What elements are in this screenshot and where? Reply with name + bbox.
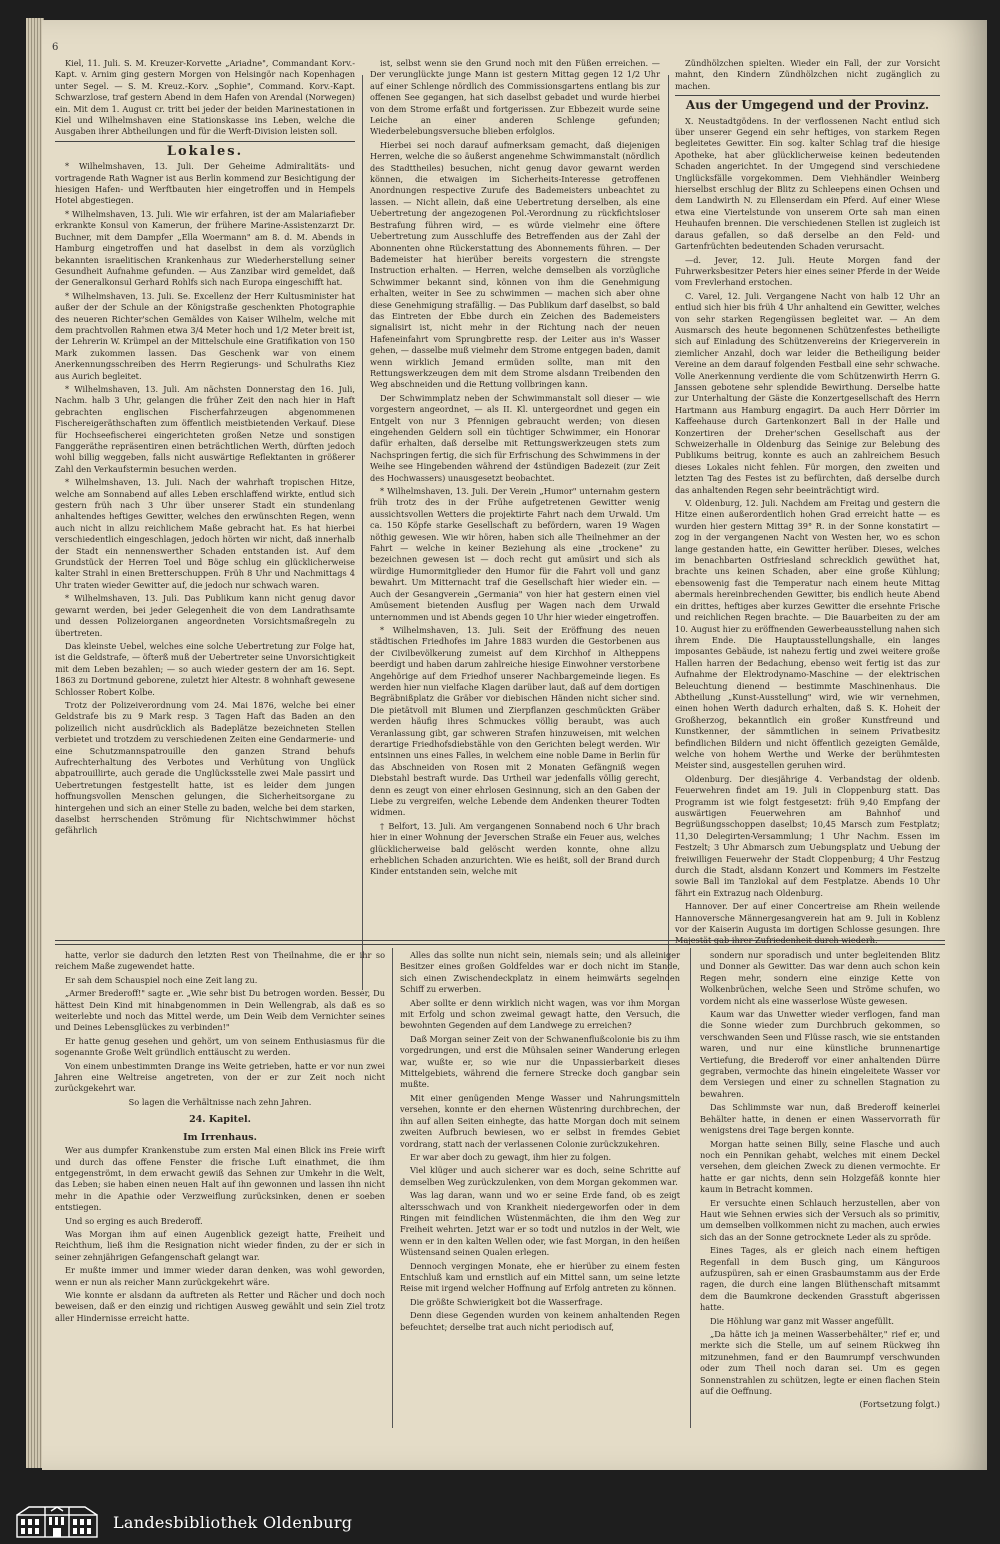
lokales-heading: Lokales.: [166, 143, 244, 159]
story-paragraph: Wer aus dumpfer Krankenstube zum ersten Mal einen Blick ins Freie wirft und durch das offene Fenster die frische Luft einathmet, die ihm entgegenströmt, in dem erwacht gewiß das Sehnen zur Umkehr in die Welt, das Leben; sie haben einen neuen Halt auf ihn gewonnen und lassen ihn nicht mehr in die Apathie oder Verzweiflung zurücksinken, denen er soeben entstiegen.: [55, 1145, 385, 1213]
article: * Wilhelmshaven, 13. Juli. Am nächsten Donnerstag den 16. Juli, Nachm. halb 3 Uhr, gelangen die früher Zeit den nach hier in Haft gebrachten englischen Fischerfahrzeugen abgenommenen Fischereigeräthschaften zum öffentlich meistbietenden Verkauf. Diese für Hochseefischerei eingerichteten großen Netze und sonstigen Fanggeräthe repräsentiren einen beträchtlichen Werth, dürften jedoch wohl billig weggeben, falls nicht auswärtige Reflektanten in größerer Zahl den Verkaufstermin besuchen werden.: [55, 383, 355, 474]
article: V. Oldenburg, 12. Juli. Nachdem am Freitag und gestern die Hitze einen außerordentlich hohen Grad erreicht hatte — es wurden hier gestern Mittag 39° R. in der Sonne konstatirt — zog in der vergangenen Nacht von Westen her, wo es schon lange gestanden hatte, ein Gewitter herüber. Dieses, welches im benachbarten Ostfriesland schrecklich gewüthet hat, brachte uns keinen Schaden, aber eine große Kühlung; ebensowenig fast die Temperatur nach einem heute Mittag abermals hereinbrechenden Gewitter, bis endlich heute Abend ein drittes, heftiges aber kurzes Gewitter die ersehnte Frische und reichlichen Regen brachte. — Die Bauarbeiten zu der am 10. August hier zu eröffnenden Gewerbeausstellung nahen sich ihrem Ende. Die Hauptausstellungshalle, ein langes imposantes Gebäude, ist nahezu fertig und zwei weitere große Hallen harren der Bedachung, ebenso weit fertig ist das zur Aufnahme der Elektrodynamo-Maschine — der elektrischen Beleuchtung dienend — bestimmte Maschinenhaus. Die Abtheilung „Kunst-Ausstellung" wird, wie wir vernehmen, einen hohen Werth dadurch erhalten, daß S. K. Hoheit der Großherzog, bekanntlich ein großer Kunstfreund und Kunstkenner, der sämmtlichen in seinem Privatbesitz befindlichen Bildern und nicht öffentlich gezeigten Gemälde, welche von hohem Werthe und Werke der berühmtesten Meister sind, ausgestellen geruhen wird.: [675, 498, 940, 771]
story-paragraph: „Da hätte ich ja meinen Wasserbehälter," rief er, und merkte sich die Stelle, um auf seinem Rückweg ihn mitzunehmen, fand er den Baumrumpf verschwunden oder zum Theil noch daran sei. Um es gegen Sonnenstrahlen zu schützen, legte er einen flachen Stein auf die Oeffnung.: [700, 1329, 940, 1397]
story-paragraph: Was lag daran, wann und wo er seine Erde fand, ob es zeigt altersschwach und von Krankheit niedergeworfen oder in dem Ringen mit feindlichen Wüstenmächten, die ihm den Weg zur Freiheit wehrten. Jetzt war er so todt und nutzlos in der Welt, wie wenn er in den kalten Wellen oder, wie fast Morgan, in den heißen Wüstensand seinen Qualen erlegen.: [400, 1190, 680, 1258]
story-paragraph: hatte, verlor sie dadurch den letzten Rest von Theilnahme, die er ihr so reichem Maße zugewendet hatte.: [55, 950, 385, 972]
feuilleton-column-1: [55, 950, 385, 1430]
column-rule: [690, 948, 691, 1428]
story-paragraph: Er versuchte einen Schlauch herzustellen, aber von Haut wie Sehnen erwies sich der Versuch als so primitiv, um demselben vollkommen nicht zu machen, auch erwies sich das an der Sonne getrocknete Leder als zu spröde.: [700, 1197, 940, 1242]
library-building-icon: [15, 1505, 99, 1539]
article: † Belfort, 13. Juli. Am vergangenen Sonnabend noch 6 Uhr brach hier in einer Wohnung der Jeverschen Straße ein Feuer aus, welches glücklicherweise bald gelöscht werden konnte, ohne allzu erheblichen Schaden anzurichten. Wie es heißt, soll der Brand durch Kinder entstanden sein, welche mit: [370, 820, 660, 877]
article: ist, selbst wenn sie den Grund noch mit den Füßen erreichen. — Der verunglückte junge Mann ist gestern Mittag gegen 12 1/2 Uhr auf einer Schlenge nördlich des Commissionsgartens entlang bis zur offenen See gegangen, hat sich daselbst gebadet und wurde hierbei von dem Strome erfaßt und fortgerissen. Zur Ebbezeit wurde seine Leiche an einer anderen Schlenge gefunden; Wiederbelebungsversuche blieben erfolglos.: [370, 58, 660, 137]
feuilleton-column-2: [400, 950, 680, 1430]
article: * Wilhelmshaven, 13. Juli. Se. Excellenz der Herr Kultusminister hat außer der der Schule an der Königstraße geschenkten Photographie des neueren Richter'schen Gemäldes von Kaiser Wilhelm, welche mit dem prachtvollen Rahmen etwa 3/4 Meter hoch und 1/2 Meter breit ist, der Lehrerin W. Krümpel an der Mittelschule eine Gratifikation von 150 Mark zukommen lassen. Das Geschenk war von einem Anerkennungsschreiben des Herrn Regierungs- und Schulraths Kiez aus Aurich begleitet.: [55, 290, 355, 381]
continued-note: (Fortsetzung folgt.): [859, 1399, 940, 1410]
article: Der Schwimmplatz neben der Schwimmanstalt soll dieser — wie vorgestern angeordnet, — als II. Kl. untergeordnet und gegen ein Entgelt von nur 3 Pfennigen gebraucht werden; von diesen eingehenden Geldern soll ein tüchtiger Schwimmer, ein Honorar dafür erhalten, daß derselbe mit Rettungswerkzeugen stets zum Nachspringen fertig, die sich für Erfrischung des Schwimmens in der Weihe see Hingebenden während der 4stündigen Badezeit (zur Zeit des Hochwassers) unausgesetzt beobachtet.: [370, 392, 660, 483]
story-paragraph: Aber sollte er denn wirklich nicht wagen, was vor ihm Morgan mit Erfolg und schon zweimal gewagt hatte, den Versuch, die bewohnten Gegenden auf dem Landwege zu erreichen?: [400, 997, 680, 1031]
story-paragraph: Wie konnte er alsdann da auftreten als Retter und Rächer und doch noch beweisen, daß er den einzig und richtigen Ausweg gewählt und sein Ziel trotz aller Hindernisse erreicht hatte.: [55, 1289, 385, 1323]
story-paragraph: Denn diese Gegenden wurden von keinem anhaltenden Regen befeuchtet; derselbe trat auch nicht periodisch auf,: [400, 1310, 680, 1332]
top-notice: Kiel, 11. Juli. S. M. Kreuzer-Korvette „Ariadne", Commandant Korv.-Kapt. v. Arnim ging gestern Morgen von Helsingör nach Kopenhagen unter Segel. — S. M. Kreuz.-Korv. „Sophie", Command. Korv.-Kapt. Schwarzlose, traf gestern Abend in dem Hafen von Arendal (Norwegen) ein. Mit dem 1. August cr. tritt bei jeder der beiden Marinestationen in Kiel und Wilhelmshaven eine Stationskasse ins Leben, welche die Ausgaben ihrer Abtheilungen und für die Werft-Division leisten soll.: [55, 58, 355, 137]
news-column-3: [675, 58, 940, 946]
article: Oldenburg. Der diesjährige 4. Verbandstag der oldenb. Feuerwehren findet am 19. Juli in Cloppenburg statt. Das Programm ist wie folgt festgesetzt: früh 9,40 Empfang der auswärtigen Feuerwehren am Bahnhof und Begrüßungsschoppen daselbst; 10,45 Marsch zum Festplatz; 11,30 Delegirten-Versammlung; 1 Uhr Nachm. Essen im Festzelt; 3 Uhr Abmarsch zum Uebungsplatz und Uebung der freiwilligen Feuerwehr der Stadt Cloppenburg; 4 Uhr Festzug durch die Stadt, alsdann Konzert und Kommers im Festzelte sowie Ball im Tanzlokal auf dem Festplatze. Abends 10 Uhr fährt ein Extrazug nach Oldenburg.: [675, 773, 940, 898]
story-paragraph: Er hatte genug gesehen und gehört, um von seinem Enthusiasmus für die sogenannte Große Welt gründlich enttäuscht zu werden.: [55, 1035, 385, 1058]
region-heading: Aus der Umgegend und der Provinz.: [685, 98, 930, 113]
article: C. Varel, 12. Juli. Vergangene Nacht von halb 12 Uhr an entlud sich hier bis früh 4 Uhr anhaltend ein Gewitter, welches von sehr starken Regengüssen begleitet war. — An dem Ausmarsch des heute begonnenen Schützenfestes betheiligte sich auf Einladung des Schützenvereins der Kriegerverein in ziemlicher Anzahl, doch war leider die Betheiligung beider Vereine an dem darauf folgenden Festball eine sehr schwache. Volle Anerkennung verdiente die vom Schützenwirth Herrn G. Janssen gebotene sehr splendide Bewirthung. Derselbe hatte zur Unterhaltung der Gäste die Konzertgesellschaft des Herrn Hartmann aus Hamburg engagirt. Da auch Herr Dörrier im Kaffeehause durch Gartenkonzert Ball in der Halle und Konzertiren der Dreher'schen Gesellschaft aus der Schweizerhalle in Oldenburg das Seinige zur Belebung des Publikums beitrug, konnte es auch an zahlreichem Besuch dieses Lokales nicht fehlen. Für morgen, den zweiten und letzten Tag des Festes ist zu befürchten, daß derselbe durch das anhaltenden Regen sehr beeinträchtigt wird.: [675, 290, 940, 495]
column-rule: [392, 948, 393, 1428]
column-rule: [362, 75, 363, 990]
library-name: Landesbibliothek Oldenburg: [113, 1512, 353, 1532]
story-paragraph: Alles das sollte nun nicht sein, niemals sein; und als alleiniger Besitzer eines großen Goldfeldes war er doch nicht im Stande, sich einen Zwischendeckplatz in einem heimwärts segelnden Schiff zu erwerben.: [400, 950, 680, 995]
chapter-number: 24. Kapitel.: [189, 1114, 251, 1126]
article: * Wilhelmshaven, 13. Juli. Wie wir erfahren, ist der am Malariafieber erkrankte Konsul von Kamerun, der frühere Marine-Assistenzarzt Dr. Buchner, mit dem Dampfer „Ella Woermann" am 8. d. M. Abends in Hamburg eingetroffen und hat daselbst in dem als vorzüglich bekannten israelitischen Krankenhaus zur Wiederherstellung seiner Gesundheit Aufnahme gefunden. — Aus Zanzibar wird gemeldet, daß der Generalkonsul Gerhard Rohlfs sich nach Europa eingeschifft hat.: [55, 208, 355, 288]
story-paragraph: Er sah dem Schauspiel noch eine Zeit lang zu.: [65, 974, 258, 985]
story-paragraph: Und so erging es auch Brederoff.: [65, 1215, 203, 1226]
article: Zündhölzchen spielten. Wieder ein Fall, der zur Vorsicht mahnt, den Kindern Zündhölzchen nicht zugänglich zu machen.: [675, 58, 940, 91]
story-paragraph: Viel klüger und auch sicherer war es doch, seine Schritte auf demselben Weg zurückzulenken, von dem Morgan gekommen war.: [400, 1165, 680, 1187]
news-column-2: [370, 58, 660, 938]
story-paragraph: Die größte Schwierigkeit bot die Wasserfrage.: [410, 1296, 603, 1307]
chapter-title: Im Irrenhaus.: [183, 1131, 257, 1143]
story-paragraph: Das Schlimmste war nun, daß Brederoff keinerlei Behälter hatte, in denen er einen Wasservorrath für wenigstens drei Tage bergen konnte.: [700, 1102, 940, 1136]
story-paragraph: So lagen die Verhältnisse nach zehn Jahren.: [128, 1096, 312, 1107]
story-paragraph: Die Höhlung war ganz mit Wasser angefüllt.: [710, 1315, 894, 1326]
article: * Wilhelmshaven, 13. Juli. Der Geheime Admiralitäts- und vortragende Rath Wagner ist aus Berlin kommend zur Besichtigung der hiesigen Hafen- und Werftbauten hier eingetroffen und in Hempels Hotel abgestiegen.: [55, 161, 355, 206]
column-rule: [668, 75, 669, 990]
article: * Wilhelmshaven, 13. Juli. Nach der wahrhaft tropischen Hitze, welche am Sonnabend auf alles Leben erschlaffend wirkte, entlud sich gestern früh nach 3 Uhr über unserer Stadt ein stundenlang anhaltendes heftiges Gewitter, welches den erwünschten Regen, wenn auch nicht in allzu reichlichem Maße gebracht hat. Es hat hierbei verschiedentlich eingeschlagen, jedoch hörten wir nicht, daß innerhalb der Stadt ein nennenswerther Schaden entstanden ist. Auf dem Grundstück der Herren Toel und Böge schlug ein glücklicherweise kalter Strahl in einen Bretterschuppen. Früh 8 Uhr und Nachmittags 4 Uhr traten wieder Gewitter auf, die jedoch nur schwach waren.: [55, 477, 355, 590]
story-paragraph: Dennoch vergingen Monate, ehe er hierüber zu einem festen Entschluß kam und ernstlich auf ein Mittel sann, um seine letzte Reise mit irgend welcher Hoffnung auf Erfolg antreten zu können.: [400, 1260, 680, 1294]
library-footer: [0, 1500, 1000, 1544]
story-paragraph: Von einem unbestimmten Drange ins Weite getrieben, hatte er vor nun zwei Jahren eine Weltreise angetreten, von der er zur Zeit noch nicht zurückgekehrt war.: [55, 1060, 385, 1094]
story-paragraph: Mit einer genügenden Menge Wasser und Nahrungsmitteln versehen, konnte er den ehernen Wüstenring durchbrechen, der ihn auf allen Seiten einhegte, das hatte Morgan doch mit seinem zweiten Aufbruch bewiesen, wo er selbst in fremdes Gebiet vordrang, statt nach der verlassenen Colonie zurückzukehren.: [400, 1092, 680, 1149]
article: —d. Jever, 12. Juli. Heute Morgen fand der Fuhrwerksbesitzer Peters hier eines seiner Pferde in der Weide vom Frevlerhand erstochen.: [675, 254, 940, 288]
page-number: 6: [52, 42, 59, 53]
article: X. Neustadtgödens. In der verflossenen Nacht entlud sich über unserer Gegend ein sehr heftiges, von starkem Regen begleitetes Gewitter. Ein sog. kalter Schlag traf die hiesige Apotheke, hat aber glücklicherweise keinen bedeutenden Schaden angerichtet. In der Umgegend sind verschiedene Unglücksfälle vorgekommen. Dem Viehhändler Weinberg hierselbst erschlug der Blitz zu Schleepens einen Ochsen und dem Landwirth N. zu Ellenserdam ein Pferd. Auf einer Wiese etwa eine Viertelstunde von unserem Orte sah man einen Heuhaufen brennen. Die verschiedenen Stellen ist zugleich ist daraus gefallen, so daß derselbe an den Feld- und Gartenfrüchten bedeutenden Schaden verursacht.: [675, 115, 940, 252]
article: Das kleinste Uebel, welches eine solche Uebertretung zur Folge hat, ist die Geldstrafe, — öfterß muß der Uebertreter seine Unvorsichtigkeit mit dem Leben bezahlen; — so auch wieder gestern der am 16. Sept. 1863 zu Dortmund geborene, zuletzt hier Altestr. 8 wohnhaft gewesene Schlosser Robert Kolbe.: [55, 640, 355, 697]
section-rule: [55, 141, 355, 142]
article: * Wilhelmshaven, 13. Juli. Seit der Eröffnung des neuen städtischen Friedhofes im Jahre 1883 wurden die Gestorbenen aus der Civilbevölkerung zumeist auf dem Kirchhof in Altheppens beerdigt und haben darum zahlreiche hiesige Einwohner verstorbene Angehörige auf dem Friedhof unserer Nachbargemeinde liegen. Es werden hier nun vielfache Klagen darüber laut, daß auf dem dortigen Begräbnißplatz die Gräber vor diebischen Händen nicht sicher sind. Die pietätvoll mit Blumen und Zierpflanzen geschmückten Gräber werden häufig ihres Schmuckes völlig beraubt, was auch Veranlassung gibt, gar schweren Strafen hinzuweisen, mit welchen derartige Friedhofsdiebstähle von den Gerichten belegt werden. Wir entsinnen uns eines Falles, in welchem eine noble Dame in Berlin für das Abschneiden von Rosen mit 2 Monaten Gefängniß wegen Diebstahl bestraft wurde. Das Urtheil war jedenfalls völlig gerecht, denn es zeugt von einer ehrlosen Gesinnung, sich an den Gaben der Liebe zu vergreifen, welche Lebende dem Andenken theurer Todten widmen.: [370, 624, 660, 818]
story-paragraph: Er war aber doch zu gewagt, ihm hier zu folgen.: [410, 1151, 612, 1162]
story-paragraph: Eines Tages, als er gleich nach einem heftigen Regenfall in dem Busch ging, um Känguroos aufzuspüren, sah er einen Grasbaumstamm aus der Erde ragen, die durch eine langen Blüthenschaft mitsammt dem die Baumkrone deckenden Grasstuft abgerissen hatte.: [700, 1245, 940, 1313]
story-paragraph: Was Morgan ihm auf einen Augenblick gezeigt hatte, Freiheit und Reichthum, ließ ihm die Resignation nicht wieder finden, zu der er sich in seiner zehnjährigen Gefangenschaft gelangt war.: [55, 1228, 385, 1262]
article: Hannover. Der auf einer Concertreise am Rhein weilende Hannoversche Männergesangverein hat am 9. Juli in Koblenz vor der Kaiserin Augusta im dortigen Schlosse gesungen. Ihre Majestät gab ihrer Zufriedenheit durch wiederh.: [675, 901, 940, 946]
section-rule: [675, 95, 940, 96]
story-paragraph: Morgan hatte seinen Billy, seine Flasche und auch noch ein Pennikan gehabt, welches mit einem Deckel versehen, dem gleichen Zweck zu dienen vermochte. Er hatte er gar nichts, denn sein Holzgefäß konnte hier kaum in Betracht kommen.: [700, 1138, 940, 1195]
article: * Wilhelmshaven, 13. Juli. Der Verein „Humor" unternahm gestern früh trotz des in der Frühe aufgetretenen Gewitter wenig aussichtsvollen Wetters die projektirte Fahrt nach dem Urwald. Um ca. 150 Köpfe starke Gesellschaft zu befördern, waren 19 Wagen nöthig gewesen. Wie wir hören, haben sich alle Theilnehmer an der Fahrt — welche in keiner Beziehung als eine „trockene" zu bezeichnen gewesen ist — doch recht gut amüsirt und sich als würdige Humormitglieder den Humor für die Fahrt voll und ganz bewahrt. Um Mitternacht traf die Gesellschaft hier wieder ein. — Auch der Gesangverein „Germania" von hier hat gestern einen viel Amüsement bietenden Ausflug per Wagen nach dem Urwald unternommen und ist Abends gegen 10 Uhr hier wieder eingetroffen.: [370, 486, 660, 622]
article: * Wilhelmshaven, 13. Juli. Das Publikum kann nicht genug davor gewarnt werden, bei jeder Gelegenheit die von dem Landrathsamte und dessen Polizeiorganen angeordneten Vorsichtsmaßregeln zu übertreten.: [55, 593, 355, 638]
news-column-1: [55, 58, 355, 938]
article: Trotz der Polizeiverordnung vom 24. Mai 1876, welche bei einer Geldstrafe bis zu 9 Mark resp. 3 Tagen Haft das Baden an den polizeilich nicht ausdrücklich als Badeplätze bezeichneten Stellen verbietet und trotzdem zu verschiedenen Zeiten eine Gendarmerie- und eine Schutzmannspatrouille den ganzen Strand behufs Aufrechterhaltung des Verbotes und Verhütung von Unglück abpatrouillirte, auch gerade die Unglücksstelle zwei Male passirt und Uebertretungen festgestellt hatte, ist es leider dem jungen hoffnungsvollen Menschen gelungen, die Sicherheitsorgane zu hintergehen und sich an einer Stelle zu baden, welche bei dem starken, daselbst herrschenden Strömung für Nichtschwimmer höchst gefährlich: [55, 699, 355, 836]
story-paragraph: Er mußte immer und immer wieder daran denken, was wohl geworden, wenn er nun als reicher Mann zurückgekehrt wäre.: [55, 1265, 385, 1287]
feuilleton-column-3: [700, 950, 940, 1430]
story-paragraph: „Armer Brederoff!" sagte er. „Wie sehr bist Du betrogen worden. Besser, Du hättest Dein Kind mit hinabgenommen in Dein Wellengrab, als daß es so weiterlebte und noch das Mittel werde, um Dein Weib dem Vernichter seines und Deines Lebensglückes zu verbinden!": [55, 988, 385, 1033]
article: Hierbei sei noch darauf aufmerksam gemacht, daß diejenigen Herren, welche die so äußerst angenehme Schwimmanstalt (nördlich des Stadttheiles) besuchen, nicht genug davor gewarnt werden können, die etwaigen im Sicherheits-Interesse getroffenen Anordnungen respective Zurufe des Bademeisters unbeachtet zu lassen. — Nicht allein, daß eine Uebertretung derselben, als eine Uebertretung der angezogenen Pol.-Verordnung zu rückfichtsloser Bestrafung führen wird, — es würde vielmehr eine öftere Uebertretung zum Ausschluffe des Betreffenden aus der Zahl der Abonnenten ohne Rückerstattung des Abonnements führen. — Der Bademeister hat hierüber bereits vorgestern die strengste Instruction erhalten. — Herren, welche demselben als vorzügliche Schwimmer bekannt sind, können von ihm die Genehmigung erhalten, weiter in See zu schwimmen — machen sich aber ohne diese Genehmigung strafällig. — Das Publikum darf daselbst, so bald das Eintreten der Ebbe durch ein Zeichen des Bademeisters signalisirt ist, nicht mehr in der Richtung nach der neuen Hafeneinfahrt vom Sprungbrette resp. der Leiter aus in's Wasser gehen, — dasselbe muß vielmehr dem Strome entgegen baden, damit wenn wirklich Jemand ermüden sollte, man mit den Rettungswerkzeugen dem mit dem Strome alsdann Treibenden den Weg abschneiden und die Rettung vollbringen kann.: [370, 139, 660, 390]
story-paragraph: Daß Morgan seiner Zeit von der Schwanenflußcolonie bis zu ihm vorgedrungen, und erst die Mühsalen seiner Wanderung erlegen war, wußte er, so wie nur die Unpassierbarkeit dieses Mittelgebiets, während die fernere Strecke doch gangbar sein mußte.: [400, 1033, 680, 1090]
story-paragraph: sondern nur sporadisch und unter begleitenden Blitz und Donner als Gewitter. Das war denn auch schon kein Regen mehr, sondern eine einzige Kette von Wolkenbrüchen, welche Seen und Ströme schufen, wo vordem nicht als eine wasserlose Wüste gewesen.: [700, 950, 940, 1006]
story-paragraph: Kaum war das Unwetter wieder verflogen, fand man die Sonne wieder zum Durchbruch gekommen, so verschwanden Seen und Flüsse rasch, wie sie entstanden waren, und nur eine künstliche brunnenartige Vertiefung, die Brederoff vor einer anhaltenden Dürre gegraben, vermochte das hinein eingeleitete Wasser vor dem Versiegen und einer zu schnellen Stagnation zu bewahren.: [700, 1009, 940, 1099]
